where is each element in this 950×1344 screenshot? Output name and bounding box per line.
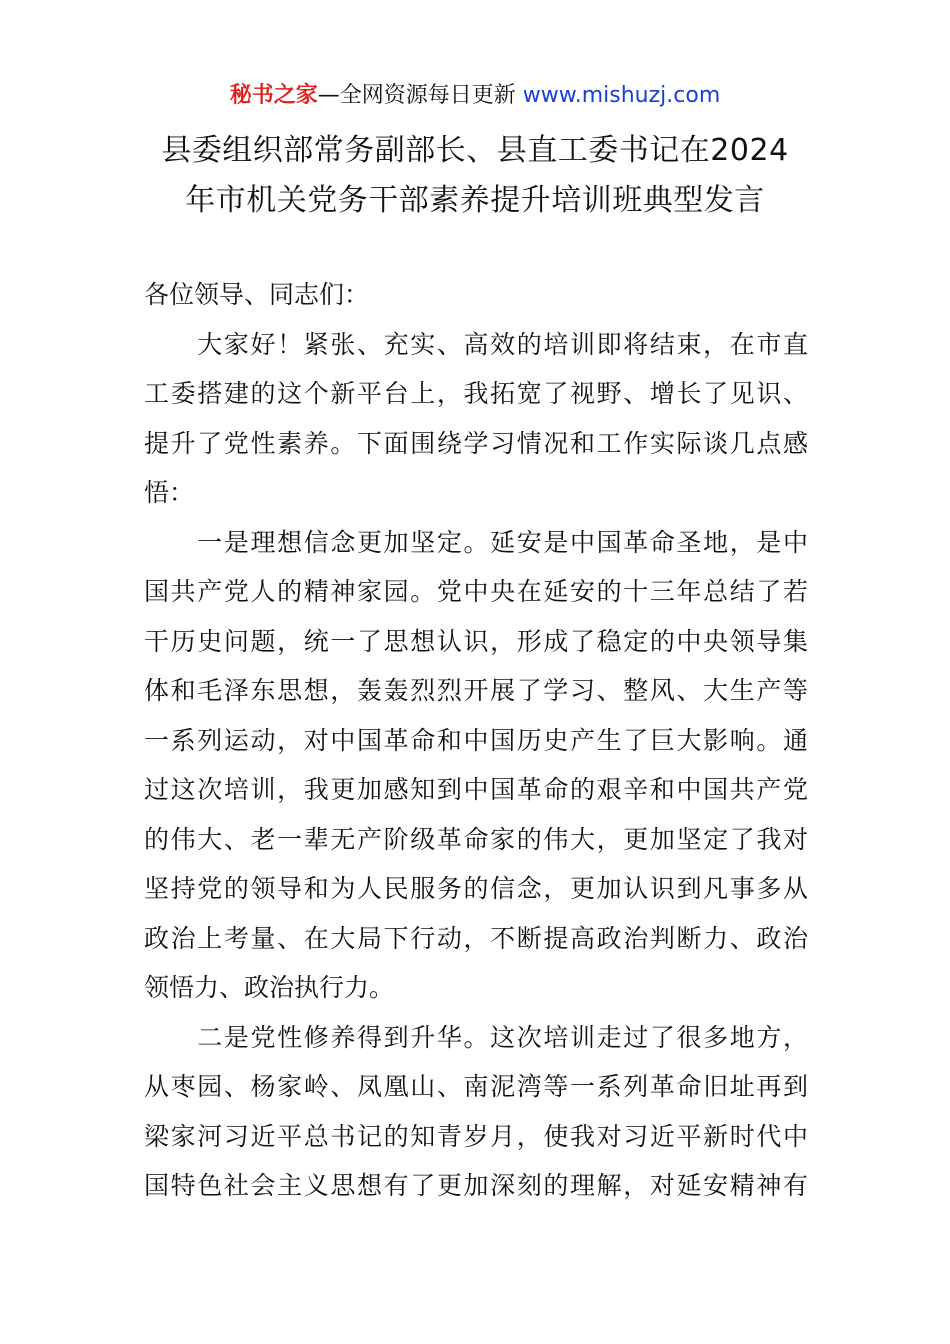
- paragraph-3: [144, 1013, 808, 1211]
- paragraph-line: 一系列运动，对中国革命和中国历史产生了巨大影响。通: [144, 725, 808, 755]
- paragraph-line: 悟：: [144, 478, 195, 507]
- paragraph-line: 二是党性修养得到升华。这次培训走过了很多地方，: [144, 1022, 808, 1052]
- site-url-link[interactable]: www.mishuzj.com: [522, 83, 721, 108]
- paragraph-line: 坚持党的领导和为人民服务的信念，更加认识到凡事多从: [144, 874, 808, 903]
- document-title: [100, 126, 850, 226]
- document-body: [144, 270, 808, 1211]
- site-header: [0, 80, 950, 112]
- paragraph-line: 从枣园、杨家岭、凤凰山、南泥湾等一系列革命旧址再到: [144, 1072, 808, 1101]
- paragraph-line: 体和毛泽东思想，轰轰烈烈开展了学习、整风、大生产等: [144, 676, 808, 705]
- paragraph-line: 国共产党人的精神家园。党中央在延安的十三年总结了若: [144, 577, 808, 606]
- paragraph-line: 大家好！紧张、充实、高效的培训即将结束，在市直: [144, 329, 808, 359]
- paragraph-line: 梁家河习近平总书记的知青岁月，使我对习近平新时代中: [144, 1121, 808, 1151]
- paragraph-line: 过这次培训，我更加感知到中国革命的艰辛和中国共产党: [144, 775, 808, 804]
- site-brand: 秘书之家: [229, 83, 318, 108]
- paragraph-2: [144, 518, 808, 1013]
- paragraph-1: [144, 320, 808, 518]
- paragraph-line: 工委搭建的这个新平台上，我拓宽了视野、增长了见识、: [144, 379, 808, 408]
- paragraph-line: 国特色社会主义思想有了更加深刻的理解，对延安精神有: [144, 1171, 808, 1200]
- paragraph-line: 领悟力、政治执行力。: [144, 973, 395, 1002]
- greeting: 各位领导、同志们：: [144, 280, 370, 309]
- site-slogan: —全网资源每日更新: [317, 83, 523, 108]
- paragraph-line: 一是理想信念更加坚定。延安是中国革命圣地，是中: [144, 527, 808, 557]
- paragraph-line: 政治上考量、在大局下行动，不断提高政治判断力、政治: [144, 923, 808, 953]
- title-line-1: 县委组织部常务副部长、县直工委书记在2024: [161, 133, 789, 168]
- title-line-2: 年市机关党务干部素养提升培训班典型发言: [185, 183, 765, 218]
- paragraph-line: 提升了党性素养。下面围绕学习情况和工作实际谈几点感: [144, 428, 808, 458]
- paragraph-line: 干历史问题，统一了思想认识，形成了稳定的中央领导集: [144, 626, 808, 656]
- paragraph-line: 的伟大、老一辈无产阶级革命家的伟大，更加坚定了我对: [144, 824, 808, 854]
